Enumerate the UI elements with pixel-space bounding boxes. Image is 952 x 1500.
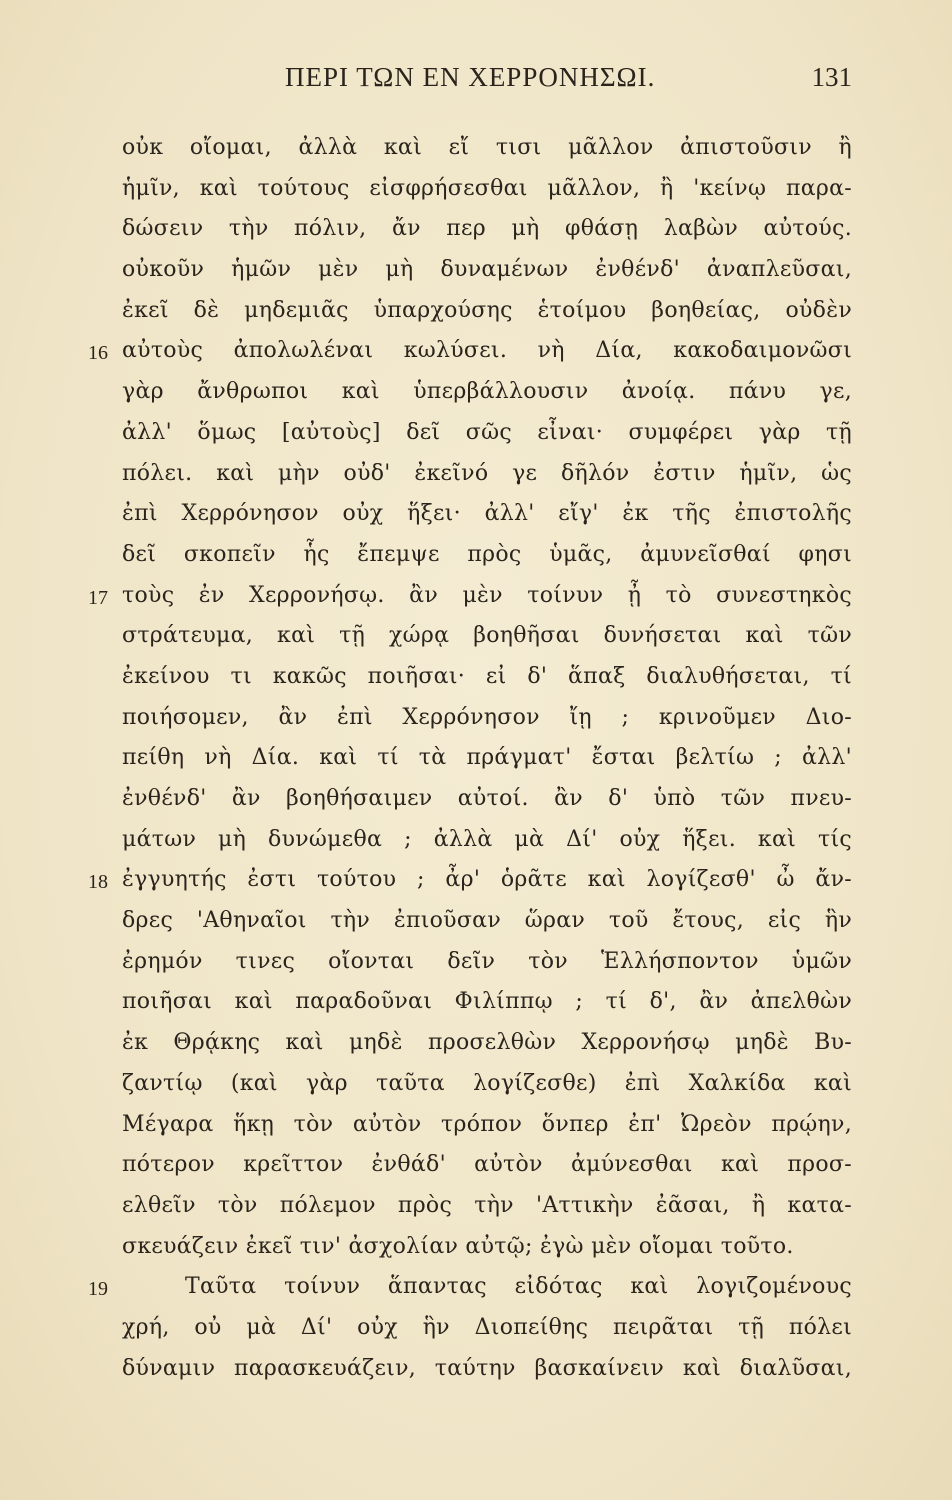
line-text: πείθη νὴ Δία. καὶ τί τὰ πράγματ' ἔσται βελτίω ; ἀλλ' <box>122 745 852 771</box>
line-text: δύναμιν παρασκευάζειν, ταύτην βασκαίνειν καὶ διαλῦσαι, <box>122 1355 852 1381</box>
line-text: δρες 'Αθηναῖοι τὴν ἐπιοῦσαν ὥραν τοῦ ἔτους, εἰς ἣν <box>122 908 852 934</box>
section-number: 16 <box>88 342 108 365</box>
text-line <box>0 494 952 535</box>
line-text: δώσειν τὴν πόλιν, ἄν περ μὴ φθάσῃ λαβὼν αὐτούς. <box>122 216 852 242</box>
text-line <box>0 576 952 617</box>
text-line <box>0 779 952 820</box>
text-line <box>0 657 952 698</box>
line-text: ἐκεῖ δὲ μηδεμιᾶς ὑπαρχούσης ἑτοίμου βοηθείας, οὐδὲν <box>122 297 852 323</box>
text-line <box>0 209 952 250</box>
line-text: αὐτοὺς ἀπολωλέναι κωλύσει. νὴ Δία, κακοδαιμονῶσι <box>122 338 852 364</box>
line-text: ελθεῖν τὸν πόλεμον πρὸς τὴν 'Αττικὴν ἐᾶσαι, ἢ κατα- <box>122 1192 852 1218</box>
text-line <box>0 331 952 372</box>
text-line <box>0 738 952 779</box>
line-text: ἐκείνου τι κακῶς ποιῆσαι· εἰ δ' ἅπαξ διαλυθήσεται, τί <box>122 663 852 689</box>
text-line <box>0 942 952 983</box>
body-text <box>0 128 952 1389</box>
line-text: Μέγαρα ἥκῃ τὸν αὐτὸν τρόπον ὅνπερ ἐπ' Ὠρεὸν πρῴην, <box>122 1111 852 1137</box>
page-header <box>0 62 952 102</box>
text-line <box>0 860 952 901</box>
line-text: τοὺς ἐν Χερρονήσῳ. ἂν μὲν τοίνυν ᾖ τὸ συνεστηκὸς <box>122 582 852 608</box>
text-line <box>0 169 952 210</box>
line-text: Ταῦτα τοίνυν ἅπαντας εἰδότας καὶ λογιζομένους <box>185 1274 852 1300</box>
line-text: ἐγγυητής ἐστι τούτου ; ἆρ' ὁρᾶτε καὶ λογίζεσθ' ὦ ἄν- <box>122 867 852 893</box>
text-line <box>0 1064 952 1105</box>
line-text: ζαντίῳ (καὶ γὰρ ταῦτα λογίζεσθε) ἐπὶ Χαλκίδα καὶ <box>122 1070 852 1096</box>
text-line <box>0 535 952 576</box>
line-text: ἐνθένδ' ἂν βοηθήσαιμεν αὐτοί. ἂν δ' ὑπὸ τῶν πνευ- <box>122 786 852 811</box>
text-line <box>0 1349 952 1390</box>
text-line <box>0 698 952 739</box>
line-text: πόλει. καὶ μὴν οὐδ' ἐκεῖνό γε δῆλόν ἐστιν ἡμῖν, ὡς <box>122 460 852 486</box>
page-number: 131 <box>811 62 852 92</box>
text-line <box>0 1023 952 1064</box>
text-line <box>0 413 952 454</box>
line-text: δεῖ σκοπεῖν ἧς ἔπεμψε πρὸς ὑμᾶς, ἀμυνεῖσθαί φησι <box>122 541 852 567</box>
section-number: 18 <box>88 871 108 894</box>
line-text: σκευάζειν ἐκεῖ τιν' ἀσχολίαν αὐτῷ; ἐγὼ μὲν οἴομαι τοῦτο. <box>122 1233 794 1259</box>
line-text: ποιῆσαι καὶ παραδοῦναι Φιλίππῳ ; τί δ', ἂν ἀπελθὼν <box>122 989 852 1015</box>
text-line <box>0 616 952 657</box>
text-line <box>0 1267 952 1308</box>
line-text: ἐπὶ Χερρόνησον οὐχ ἥξει· ἀλλ' εἴγ' ἐκ τῆς ἐπιστολῆς <box>122 501 852 527</box>
line-text: πότερον κρεῖττον ἐνθάδ' αὐτὸν ἀμύνεσθαι καὶ προσ- <box>122 1152 852 1178</box>
section-number: 19 <box>88 1278 108 1301</box>
text-line <box>0 1145 952 1186</box>
text-line <box>0 454 952 495</box>
line-text: ἐκ Θρᾴκης καὶ μηδὲ προσελθὼν Χερρονήσῳ μηδὲ Βυ- <box>122 1030 852 1056</box>
line-text: ποιήσομεν, ἂν ἐπὶ Χερρόνησον ἴῃ ; κρινοῦμεν Διο- <box>122 704 852 730</box>
text-line <box>0 982 952 1023</box>
text-line <box>0 291 952 332</box>
text-line <box>0 820 952 861</box>
line-text: μάτων μὴ δυνώμεθα ; ἀλλὰ μὰ Δί' οὐχ ἥξει. καὶ τίς <box>122 826 852 852</box>
text-line <box>0 1308 952 1349</box>
section-number: 17 <box>88 586 108 609</box>
text-line <box>0 250 952 291</box>
text-line <box>0 901 952 942</box>
line-text: χρή, οὐ μὰ Δί' οὐχ ἣν Διοπείθης πειρᾶται τῇ πόλει <box>122 1314 852 1340</box>
line-text: γὰρ ἄνθρωποι καὶ ὑπερβάλλουσιν ἀνοίᾳ. πάνυ γε, <box>122 379 852 405</box>
text-line <box>0 1227 952 1268</box>
line-text: ἡμῖν, καὶ τούτους εἰσφρήσεσθαι μᾶλλον, ἢ 'κείνῳ παρα- <box>122 175 852 201</box>
line-text: στράτευμα, καὶ τῇ χώρᾳ βοηθῆσαι δυνήσεται καὶ τῶν <box>122 623 852 649</box>
line-text: οὐκοῦν ἡμῶν μὲν μὴ δυναμένων ἐνθένδ' ἀναπλεῦσαι, <box>122 257 852 283</box>
text-line <box>0 1186 952 1227</box>
text-line <box>0 1105 952 1146</box>
line-text: ἀλλ' ὅμως [αὐτοὺς] δεῖ σῶς εἶναι· συμφέρει γὰρ τῇ <box>122 419 852 445</box>
text-line <box>0 372 952 413</box>
text-line <box>0 128 952 169</box>
line-text: οὐκ οἴομαι, ἀλλὰ καὶ εἴ τισι μᾶλλον ἀπιστοῦσιν ἢ <box>122 135 852 160</box>
line-text: ἐρημόν τινες οἴονται δεῖν τὸν Ἑλλήσποντον ὑμῶν <box>122 948 852 974</box>
running-head: ΠΕΡΙ ΤΩΝ ΕΝ ΧΕΡΡΟΝΗΣΩΙ. <box>285 62 656 92</box>
